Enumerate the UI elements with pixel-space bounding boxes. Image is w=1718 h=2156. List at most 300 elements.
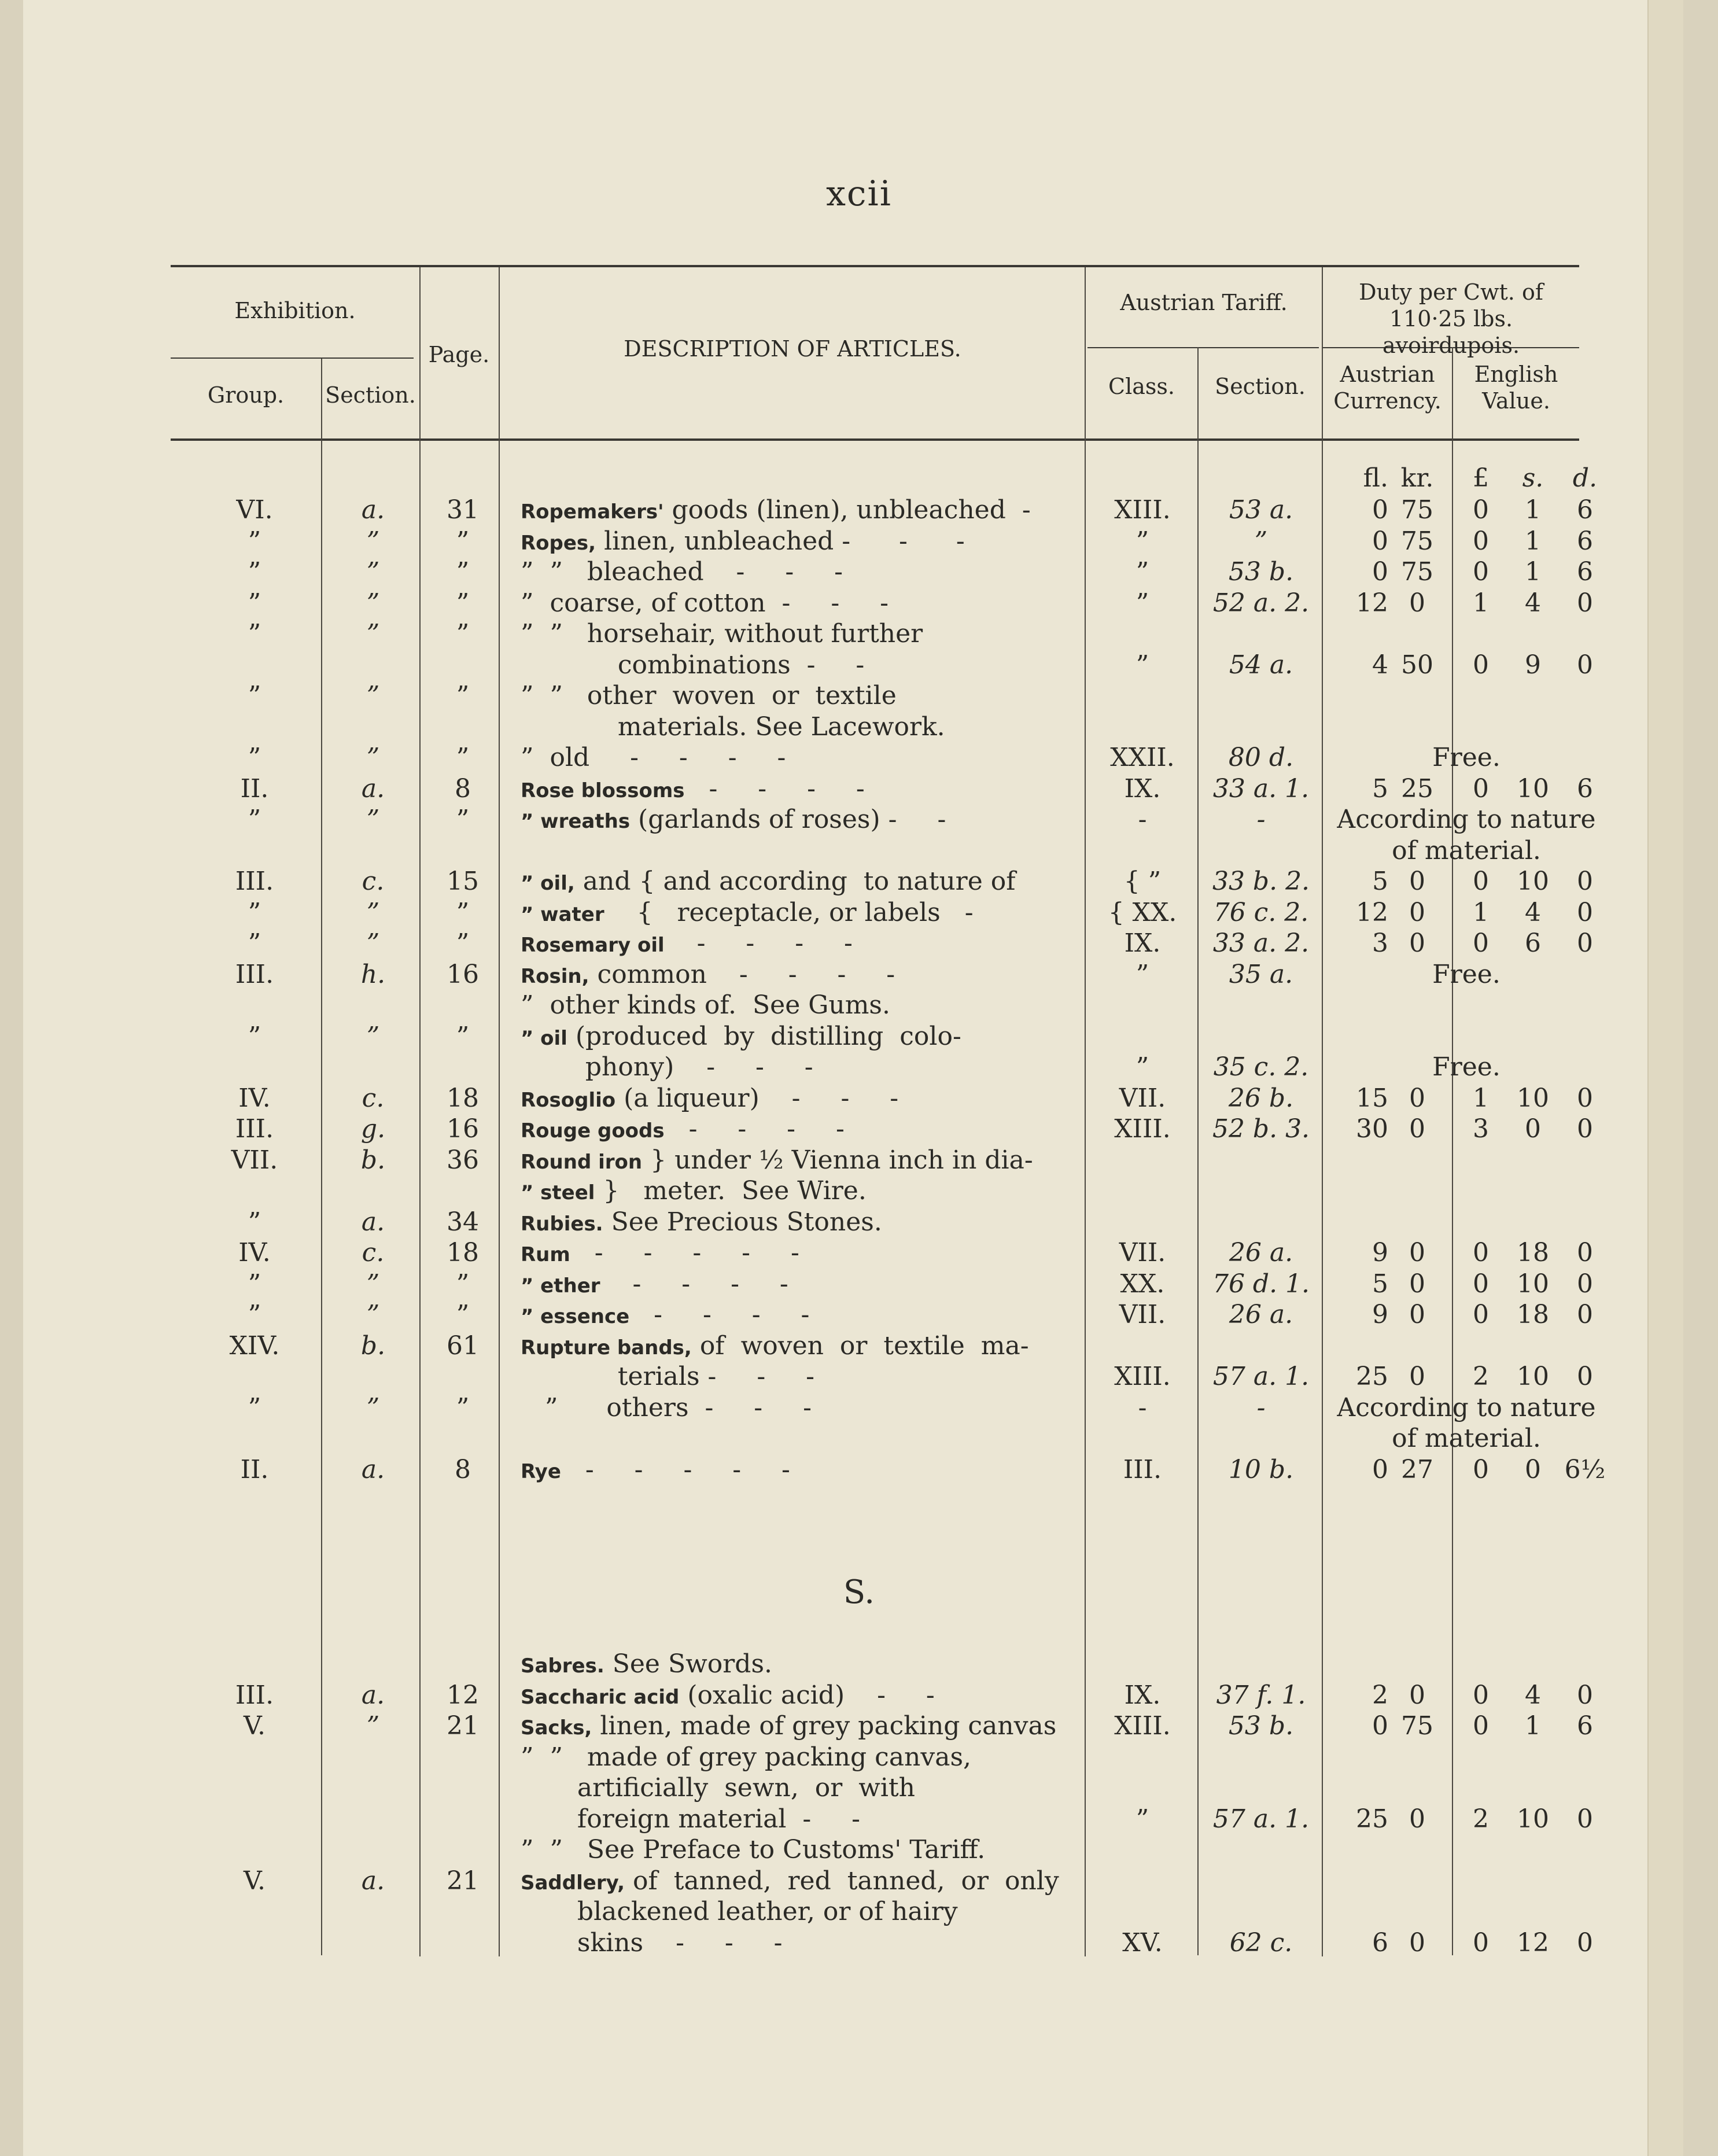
article-name: ” oil, bbox=[521, 872, 575, 895]
unit-kr: kr. bbox=[1400, 463, 1434, 493]
page-cell: 16 bbox=[447, 1114, 479, 1144]
duty-note-cell: According to nature bbox=[1337, 1392, 1596, 1422]
page-cell: ” bbox=[456, 1392, 470, 1422]
florin-cell: 5 bbox=[1372, 1269, 1388, 1299]
class-cell: IX. bbox=[1124, 773, 1161, 804]
group-cell: IV. bbox=[238, 1238, 271, 1267]
shilling-cell: 4 bbox=[1525, 1680, 1541, 1710]
article-text: phony) - - - bbox=[521, 1052, 813, 1082]
description-cell bbox=[521, 618, 923, 651]
group-cell: ” bbox=[248, 557, 261, 587]
pound-cell: 2 bbox=[1473, 1362, 1489, 1391]
article-text: ” others - - - bbox=[521, 1392, 812, 1422]
table-row bbox=[0, 1649, 1718, 1680]
header-duty-line1: Duty per Cwt. of bbox=[1359, 279, 1543, 305]
pence-cell: 6 bbox=[1577, 1711, 1593, 1741]
table-row bbox=[0, 1866, 1718, 1897]
article-text: (produced by distilling colo- bbox=[567, 1021, 961, 1051]
section-cell: c. bbox=[362, 867, 385, 896]
table-row bbox=[0, 588, 1718, 619]
article-name: Rosemary oil bbox=[521, 934, 665, 957]
pound-cell: 0 bbox=[1473, 1300, 1489, 1329]
page-cell: ” bbox=[456, 928, 470, 958]
description-cell bbox=[521, 928, 853, 961]
article-name: ” ether bbox=[521, 1274, 600, 1298]
section-cell: ” bbox=[366, 805, 380, 834]
article-text: common - - - - bbox=[589, 959, 895, 989]
shilling-cell: 4 bbox=[1525, 897, 1541, 927]
pound-cell: 0 bbox=[1473, 1238, 1489, 1267]
florin-cell: 0 bbox=[1372, 526, 1388, 556]
group-cell: V. bbox=[243, 1866, 266, 1896]
tariff-section-cell: 52 b. 3. bbox=[1212, 1114, 1310, 1144]
section-cell: ” bbox=[366, 1269, 380, 1299]
description-cell bbox=[521, 773, 865, 806]
section-cell: a. bbox=[361, 495, 385, 525]
article-text: foreign material - - bbox=[521, 1804, 861, 1834]
table-row bbox=[0, 959, 1718, 990]
description-cell bbox=[521, 804, 946, 837]
pence-cell: 0 bbox=[1577, 1804, 1593, 1834]
article-text: (a liqueur) - - - bbox=[615, 1083, 899, 1113]
section-cell: a. bbox=[361, 773, 385, 804]
pence-cell: 0 bbox=[1577, 1114, 1593, 1144]
article-text: of tanned, red tanned, or only bbox=[625, 1866, 1059, 1896]
article-name: ” steel bbox=[521, 1181, 595, 1204]
page-cell: ” bbox=[456, 1300, 470, 1329]
group-cell: ” bbox=[248, 1392, 261, 1422]
article-name: Saccharic acid bbox=[521, 1685, 680, 1709]
florin-cell: 12 bbox=[1356, 897, 1388, 927]
tariff-section-cell: 26 b. bbox=[1228, 1083, 1294, 1113]
class-cell: XIII. bbox=[1114, 495, 1171, 525]
article-text: ” old - - - - bbox=[521, 743, 786, 772]
header-class: Class. bbox=[1108, 374, 1175, 399]
group-cell: ” bbox=[248, 588, 261, 618]
page-cell: ” bbox=[456, 1021, 470, 1051]
kreuzer-cell: 75 bbox=[1401, 557, 1433, 587]
description-cell bbox=[521, 1145, 1033, 1178]
shilling-cell: 10 bbox=[1517, 1362, 1549, 1391]
description-cell bbox=[521, 866, 1016, 899]
description-cell bbox=[521, 1052, 813, 1085]
florin-cell: 15 bbox=[1356, 1083, 1388, 1113]
kreuzer-cell: 0 bbox=[1409, 1362, 1425, 1391]
table-row bbox=[0, 1742, 1718, 1773]
group-cell: III. bbox=[235, 867, 274, 896]
table-row bbox=[0, 773, 1718, 805]
header-bottom-rule bbox=[171, 438, 1579, 441]
article-text: ” ” other woven or textile bbox=[521, 681, 897, 710]
description-cell bbox=[521, 650, 864, 683]
group-cell: ” bbox=[248, 1207, 261, 1237]
article-name: Round iron bbox=[521, 1150, 643, 1174]
pound-cell: 1 bbox=[1473, 897, 1489, 927]
page-cell: 21 bbox=[447, 1711, 479, 1741]
article-text: } under ½ Vienna inch in dia- bbox=[642, 1145, 1033, 1175]
table-row bbox=[0, 1423, 1718, 1454]
group-cell: VI. bbox=[236, 495, 273, 525]
section-cell: a. bbox=[361, 1454, 385, 1484]
florin-cell: 4 bbox=[1372, 650, 1388, 680]
group-cell: ” bbox=[248, 526, 261, 556]
section-cell: ” bbox=[366, 588, 380, 618]
article-text: materials. See Lacework. bbox=[521, 712, 945, 742]
group-cell: II. bbox=[240, 773, 269, 804]
class-cell: XV. bbox=[1122, 1927, 1163, 1958]
header-austrian-currency-1: Austrian bbox=[1340, 362, 1435, 387]
florin-cell: 2 bbox=[1372, 1680, 1388, 1710]
description-cell bbox=[521, 1021, 961, 1054]
shilling-cell: 1 bbox=[1525, 526, 1541, 556]
page-cell: ” bbox=[456, 743, 470, 772]
description-cell bbox=[521, 1711, 1056, 1744]
article-text: { receptacle, or labels - bbox=[604, 897, 974, 927]
tariff-section-cell: 35 a. bbox=[1229, 959, 1293, 989]
tariff-section-cell: 57 a. 1. bbox=[1212, 1362, 1310, 1391]
table-row bbox=[0, 742, 1718, 773]
tariff-section-cell: 52 a. 2. bbox=[1212, 588, 1310, 618]
top-rule bbox=[171, 265, 1579, 267]
class-cell: - bbox=[1138, 1392, 1147, 1422]
kreuzer-cell: 0 bbox=[1409, 1269, 1425, 1299]
kreuzer-cell: 75 bbox=[1401, 1711, 1433, 1741]
pound-cell: 2 bbox=[1473, 1804, 1489, 1834]
pound-cell: 0 bbox=[1473, 495, 1489, 525]
description-cell bbox=[521, 990, 890, 1023]
section-cell: b. bbox=[360, 1145, 386, 1175]
pence-cell: 0 bbox=[1577, 1238, 1593, 1267]
pound-cell: 0 bbox=[1473, 867, 1489, 896]
tariff-section-cell: 76 d. 1. bbox=[1212, 1269, 1310, 1299]
kreuzer-cell: 0 bbox=[1409, 1300, 1425, 1329]
class-cell: ” bbox=[1135, 1052, 1149, 1082]
class-cell: XIII. bbox=[1114, 1114, 1171, 1144]
table-row bbox=[0, 866, 1718, 897]
header-tariff-section: Section. bbox=[1215, 374, 1306, 399]
table-row bbox=[0, 650, 1718, 681]
florin-cell: 0 bbox=[1372, 1454, 1388, 1484]
units-row bbox=[0, 463, 1718, 494]
description-cell bbox=[521, 1114, 845, 1147]
class-cell: VII. bbox=[1119, 1300, 1166, 1329]
unit-d: d. bbox=[1572, 463, 1598, 493]
shilling-cell: 10 bbox=[1517, 1269, 1549, 1299]
page-cell: 15 bbox=[447, 867, 479, 896]
article-text: ” other kinds of. See Gums. bbox=[521, 990, 890, 1020]
page-cell: 12 bbox=[447, 1680, 479, 1710]
pence-cell: 0 bbox=[1577, 650, 1593, 680]
section-cell: g. bbox=[360, 1114, 386, 1144]
shilling-cell: 4 bbox=[1525, 588, 1541, 618]
tariff-section-cell: ” bbox=[1254, 526, 1268, 556]
group-cell: ” bbox=[248, 805, 261, 834]
unit-s: s. bbox=[1522, 463, 1544, 493]
table-row bbox=[0, 618, 1718, 650]
description-cell bbox=[521, 1361, 814, 1394]
page-cell: 34 bbox=[447, 1207, 479, 1237]
description-cell bbox=[521, 1207, 882, 1240]
kreuzer-cell: 75 bbox=[1401, 526, 1433, 556]
table-row bbox=[0, 835, 1718, 867]
class-cell: XX. bbox=[1120, 1269, 1165, 1299]
table-row bbox=[0, 1299, 1718, 1331]
description-cell bbox=[521, 1896, 958, 1929]
description-cell bbox=[521, 897, 974, 930]
description-cell bbox=[521, 1680, 935, 1713]
description-cell bbox=[521, 742, 786, 775]
class-cell: ” bbox=[1135, 1804, 1149, 1834]
kreuzer-cell: 0 bbox=[1409, 867, 1425, 896]
section-cell: ” bbox=[366, 526, 380, 556]
description-cell bbox=[521, 959, 895, 992]
header-section: Section. bbox=[325, 382, 416, 408]
florin-cell: 3 bbox=[1372, 928, 1388, 958]
pound-cell: 0 bbox=[1473, 1680, 1489, 1710]
class-cell: III. bbox=[1123, 1454, 1162, 1484]
pound-cell: 0 bbox=[1473, 1927, 1489, 1958]
description-cell bbox=[521, 1269, 788, 1302]
class-cell: VII. bbox=[1119, 1238, 1166, 1267]
article-text: artificially sewn, or with bbox=[521, 1773, 916, 1803]
table-row bbox=[0, 1927, 1718, 1959]
pound-cell: 0 bbox=[1473, 928, 1489, 958]
section-cell: a. bbox=[361, 1680, 385, 1710]
pound-cell: 0 bbox=[1473, 1454, 1489, 1484]
table-row bbox=[0, 897, 1718, 928]
tariff-section-cell: 57 a. 1. bbox=[1212, 1804, 1310, 1834]
table-row bbox=[0, 1361, 1718, 1392]
section-cell: ” bbox=[366, 1392, 380, 1422]
duty-note-cell: Free. bbox=[1432, 959, 1501, 989]
table-row bbox=[0, 1896, 1718, 1927]
description-cell bbox=[521, 556, 843, 589]
pound-cell: 0 bbox=[1473, 526, 1489, 556]
tariff-section-cell: 33 a. 2. bbox=[1212, 928, 1310, 958]
kreuzer-cell: 27 bbox=[1401, 1454, 1433, 1484]
header-english-value-2: Value. bbox=[1482, 388, 1550, 414]
section-cell: c. bbox=[362, 1083, 385, 1113]
page-cell: 16 bbox=[447, 959, 479, 989]
table-row bbox=[0, 1175, 1718, 1207]
tariff-section-cell: 35 c. 2. bbox=[1213, 1052, 1309, 1082]
article-text: } meter. See Wire. bbox=[595, 1176, 867, 1206]
tariff-section-cell: - bbox=[1256, 805, 1266, 834]
shilling-cell: 10 bbox=[1517, 773, 1549, 804]
pound-cell: 0 bbox=[1473, 1269, 1489, 1299]
pound-cell: 0 bbox=[1473, 650, 1489, 680]
table-row bbox=[0, 495, 1718, 526]
shilling-cell: 1 bbox=[1525, 557, 1541, 587]
pound-cell: 0 bbox=[1473, 773, 1489, 804]
page-cell: 18 bbox=[447, 1238, 479, 1267]
section-cell: a. bbox=[361, 1866, 385, 1896]
tariff-section-cell: 33 b. 2. bbox=[1212, 867, 1310, 896]
group-cell: III. bbox=[235, 1114, 274, 1144]
section-cell: b. bbox=[360, 1331, 386, 1361]
duty-note-cell: of material. bbox=[1392, 1424, 1541, 1453]
section-letter: S. bbox=[843, 1573, 875, 1611]
tariff-section-cell: 37 f. 1. bbox=[1216, 1680, 1306, 1710]
page-cell: ” bbox=[456, 897, 470, 927]
class-cell: ” bbox=[1135, 650, 1149, 680]
section-cell: ” bbox=[366, 619, 380, 648]
pound-cell: 1 bbox=[1473, 588, 1489, 618]
page-cell: 8 bbox=[455, 773, 471, 804]
description-cell bbox=[521, 1331, 1029, 1363]
article-text: - - - - - bbox=[570, 1238, 799, 1267]
class-cell: ” bbox=[1135, 588, 1149, 618]
table-row bbox=[0, 1269, 1718, 1300]
article-text: - - - - bbox=[664, 928, 853, 958]
article-name: Rum bbox=[521, 1243, 570, 1266]
article-name: Rosoglio bbox=[521, 1088, 616, 1112]
article-text: of woven or textile ma- bbox=[691, 1331, 1029, 1361]
table-row bbox=[0, 1804, 1718, 1835]
tariff-section-cell: - bbox=[1256, 1392, 1266, 1422]
shilling-cell: 0 bbox=[1525, 1114, 1541, 1144]
shilling-cell: 10 bbox=[1517, 1804, 1549, 1834]
article-text: - - - - bbox=[629, 1300, 810, 1329]
page-cell: 36 bbox=[447, 1145, 479, 1175]
table-row bbox=[0, 1772, 1718, 1804]
group-cell: ” bbox=[248, 1269, 261, 1299]
group-cell: ” bbox=[248, 743, 261, 772]
article-text: ” coarse, of cotton - - - bbox=[521, 588, 889, 618]
section-cell: h. bbox=[360, 959, 386, 989]
table-row bbox=[0, 1114, 1718, 1145]
article-text: blackened leather, or of hairy bbox=[521, 1897, 958, 1926]
class-cell: { ” bbox=[1123, 867, 1162, 896]
article-text: skins - - - bbox=[521, 1927, 783, 1958]
description-cell bbox=[521, 1237, 799, 1270]
page-cell: ” bbox=[456, 588, 470, 618]
shilling-cell: 6 bbox=[1525, 928, 1541, 958]
kreuzer-cell: 0 bbox=[1409, 1083, 1425, 1113]
pence-cell: 0 bbox=[1577, 588, 1593, 618]
table-row bbox=[0, 1331, 1718, 1362]
class-cell: ” bbox=[1135, 526, 1149, 556]
table-row bbox=[0, 1145, 1718, 1176]
article-text: combinations - - bbox=[521, 650, 865, 680]
article-text: (oxalic acid) - - bbox=[679, 1680, 935, 1710]
page-cell: ” bbox=[456, 1269, 470, 1299]
page-cell: ” bbox=[456, 526, 470, 556]
table-row bbox=[0, 680, 1718, 712]
pence-cell: 6 bbox=[1577, 557, 1593, 587]
article-text: ” ” See Preface to Customs' Tariff. bbox=[521, 1835, 986, 1864]
group-cell: ” bbox=[248, 897, 261, 927]
subheader-rule bbox=[171, 358, 414, 359]
header-group: Group. bbox=[207, 382, 285, 408]
article-text: terials - - - bbox=[521, 1362, 814, 1391]
tariff-section-cell: 53 b. bbox=[1228, 557, 1294, 587]
kreuzer-cell: 0 bbox=[1409, 897, 1425, 927]
class-cell: IX. bbox=[1124, 928, 1161, 958]
section-cell: ” bbox=[366, 743, 380, 772]
unit-pound: £ bbox=[1473, 463, 1489, 493]
table-row bbox=[0, 1237, 1718, 1269]
description-cell bbox=[521, 1927, 783, 1960]
header-duty-line2: 110·25 lbs. avoirdupois. bbox=[1382, 306, 1520, 358]
article-name: Ropemakers' bbox=[521, 500, 664, 524]
class-cell: VII. bbox=[1119, 1083, 1166, 1113]
section-cell: ” bbox=[366, 681, 380, 710]
header-exhibition: Exhibition. bbox=[234, 298, 356, 323]
description-cell bbox=[521, 1299, 809, 1332]
pound-cell: 0 bbox=[1473, 1711, 1489, 1741]
section-cell: c. bbox=[362, 1238, 385, 1267]
article-text: - - - - bbox=[664, 1114, 845, 1144]
article-name: Rupture bands, bbox=[521, 1336, 692, 1359]
kreuzer-cell: 0 bbox=[1409, 588, 1425, 618]
page-cell: ” bbox=[456, 681, 470, 710]
description-cell bbox=[521, 1649, 772, 1682]
florin-cell: 5 bbox=[1372, 773, 1388, 804]
tariff-section-cell: 26 a. bbox=[1229, 1300, 1293, 1329]
duty-note-cell: According to nature bbox=[1337, 805, 1596, 834]
kreuzer-cell: 75 bbox=[1401, 495, 1433, 525]
kreuzer-cell: 0 bbox=[1409, 1680, 1425, 1710]
tariff-section-cell: 53 a. bbox=[1229, 495, 1293, 525]
florin-cell: 6 bbox=[1372, 1927, 1388, 1958]
duty-note-cell: Free. bbox=[1432, 1052, 1501, 1082]
article-name: Rye bbox=[521, 1460, 561, 1483]
article-text: goods (linen), unbleached - bbox=[663, 495, 1031, 525]
article-name: Sabres. bbox=[521, 1654, 604, 1678]
group-cell: ” bbox=[248, 1300, 261, 1329]
table-row bbox=[0, 1680, 1718, 1711]
section-cell: ” bbox=[366, 897, 380, 927]
class-cell: XIII. bbox=[1114, 1711, 1171, 1741]
pence-cell: 6 bbox=[1577, 773, 1593, 804]
article-name: Sacks, bbox=[521, 1716, 592, 1739]
description-cell bbox=[521, 588, 889, 621]
article-text: - - - - bbox=[600, 1269, 788, 1299]
description-cell bbox=[521, 1083, 898, 1116]
description-cell bbox=[521, 1834, 985, 1867]
pound-cell: 3 bbox=[1473, 1114, 1489, 1144]
page-number: xcii bbox=[826, 174, 892, 214]
article-text: ” ” bleached - - - bbox=[521, 557, 843, 587]
tariff-section-cell: 10 b. bbox=[1228, 1454, 1294, 1484]
kreuzer-cell: 50 bbox=[1401, 650, 1433, 680]
group-cell: III. bbox=[235, 1680, 274, 1710]
shilling-cell: 18 bbox=[1517, 1238, 1549, 1267]
description-cell bbox=[521, 712, 945, 745]
class-cell: ” bbox=[1135, 557, 1149, 587]
kreuzer-cell: 0 bbox=[1409, 1804, 1425, 1834]
kreuzer-cell: 0 bbox=[1409, 928, 1425, 958]
page-cell: ” bbox=[456, 557, 470, 587]
pence-cell: 0 bbox=[1577, 1362, 1593, 1391]
article-text: (garlands of roses) - - bbox=[630, 805, 946, 834]
florin-cell: 5 bbox=[1372, 867, 1388, 896]
table-row bbox=[0, 526, 1718, 557]
pence-cell: 6 bbox=[1577, 526, 1593, 556]
florin-cell: 0 bbox=[1372, 557, 1388, 587]
pence-cell: 6 bbox=[1577, 495, 1593, 525]
shilling-cell: 10 bbox=[1517, 1083, 1549, 1113]
description-cell bbox=[521, 1454, 790, 1487]
header-austrian-tariff: Austrian Tariff. bbox=[1120, 290, 1288, 315]
duty-note-cell: of material. bbox=[1392, 835, 1541, 865]
section-cell: ” bbox=[366, 928, 380, 958]
page-cell: 21 bbox=[447, 1866, 479, 1896]
article-text: See Swords. bbox=[604, 1649, 773, 1679]
table-row bbox=[0, 1052, 1718, 1083]
pence-cell: 0 bbox=[1577, 1680, 1593, 1710]
